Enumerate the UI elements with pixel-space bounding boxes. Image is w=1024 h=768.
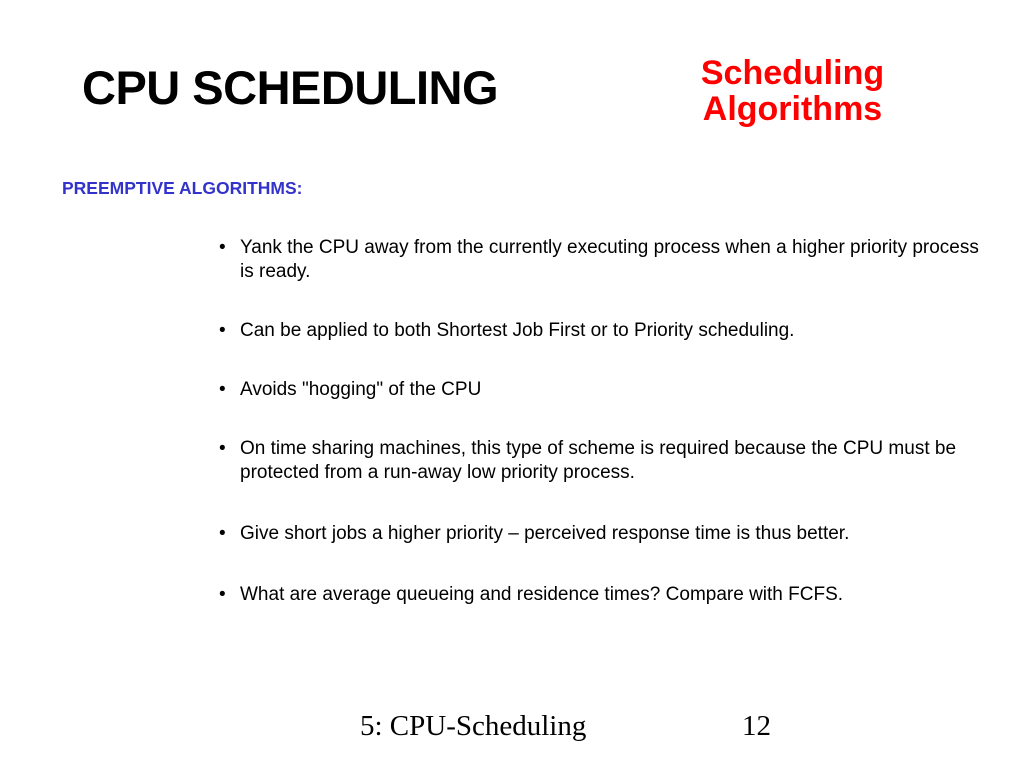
- footer-label: 5: CPU-Scheduling: [360, 710, 587, 742]
- bullet-item: [218, 319, 988, 343]
- bullet-item: [218, 522, 988, 546]
- slide-title: CPU SCHEDULING: [82, 61, 499, 114]
- bullet-icon: •: [219, 237, 226, 258]
- bullet-icon: •: [219, 584, 226, 605]
- bullet-icon: •: [219, 438, 226, 459]
- bullet-text: Give short jobs a higher priority – perceived response time is thus better.: [240, 523, 850, 544]
- bullet-text: Avoids "hogging" of the CPU: [240, 379, 482, 400]
- bullet-icon: •: [219, 379, 226, 400]
- slide-subtitle: [650, 55, 935, 127]
- bullet-text: Can be applied to both Shortest Job First or to Priority scheduling.: [240, 320, 795, 341]
- bullet-text: On time sharing machines, this type of scheme is required because the CPU must be protected from a run-away low priority process.: [240, 438, 957, 483]
- bullet-item: [218, 437, 988, 485]
- section-heading: PREEMPTIVE ALGORITHMS:: [62, 178, 303, 198]
- bullet-item: [218, 236, 988, 284]
- bullet-icon: •: [219, 523, 226, 544]
- bullet-list: [218, 236, 988, 607]
- subtitle-line-2: Algorithms: [702, 90, 883, 128]
- bullet-item: [218, 583, 988, 607]
- subtitle-line-1: Scheduling: [700, 54, 885, 92]
- bullet-text: Yank the CPU away from the currently executing process when a higher priority process is ready.: [240, 237, 979, 282]
- page-number: 12: [742, 710, 771, 742]
- bullet-icon: •: [219, 320, 226, 341]
- bullet-item: [218, 378, 988, 402]
- bullet-text: What are average queueing and residence times? Compare with FCFS.: [240, 584, 844, 605]
